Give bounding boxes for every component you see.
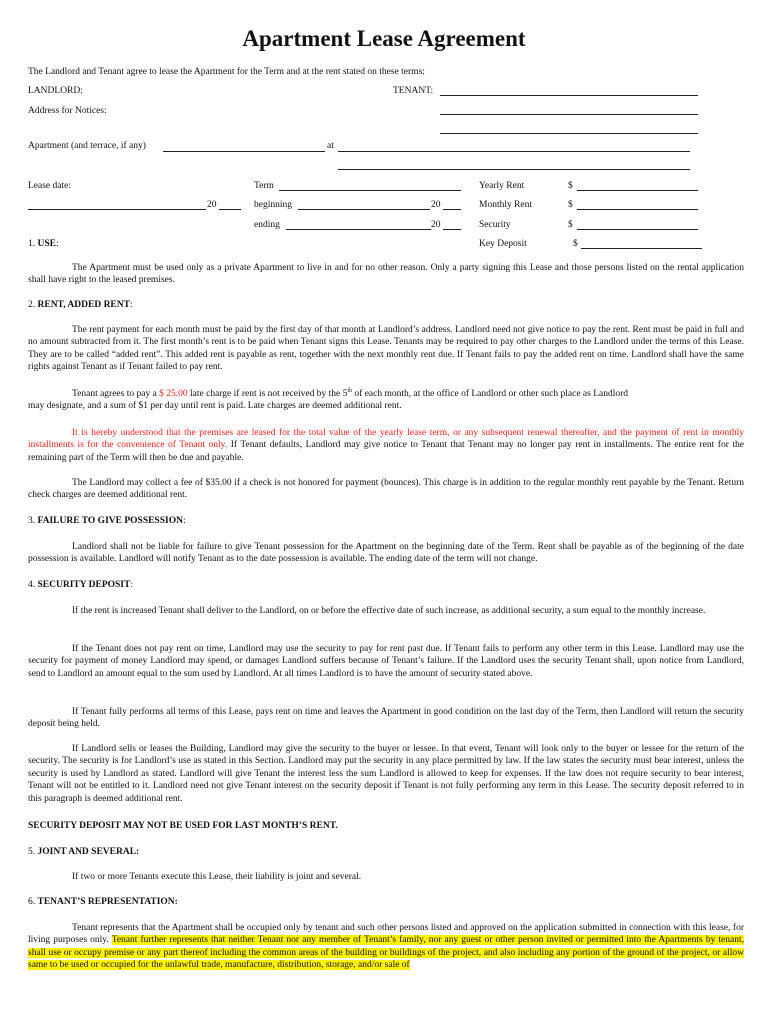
joint-paragraph: If two or more Tenants execute this Lease, their liability is joint and several. xyxy=(72,872,362,882)
beginning-label: beginning xyxy=(254,200,292,210)
beginning-year-line[interactable] xyxy=(443,209,461,210)
landlord-label: LANDLORD: xyxy=(28,86,83,96)
rent-paragraph-3: It is hereby understood that the premises are leased for the total value of the yearly lease term, or any subsequent renewal thereafter, and the payment of rent in monthly installments is for the convenience of Tenant only. If Tenant defaults, Landlord may give notice to Tenant that Tenant may no longer pay rent in installments. The entire rent for the remaining part of the Term will then be due and payable. xyxy=(28,428,744,463)
ending-year: 20 xyxy=(431,220,441,230)
highlighted-clause: Tenant further represents that neither Tenant nor any member of Tenant’s family, nor any guest or other person invited or permitted into the Apartments by tenant, shall use or occupy premise or any part thereof including the common areas of the building or buildings of the project, and also including any portion of the ground of the project, or allow same to be used or occupied for the unlawful trade, manufacture, distribution, storage, and/or sale of xyxy=(28,935,745,971)
section-5-heading: 5. JOINT AND SEVERAL: xyxy=(28,847,140,857)
security-line[interactable] xyxy=(577,229,698,230)
security-paragraph-1: If the rent is increased Tenant shall deliver to the Landlord, on or before the effective date of such increase, as additional security, a sum equal to the monthly increase. xyxy=(72,606,706,616)
section-2-heading: 2. RENT, ADDED RENT: xyxy=(28,300,133,310)
security-notice: SECURITY DEPOSIT MAY NOT BE USED FOR LAST MONTH’S RENT. xyxy=(28,821,338,831)
section-1-heading: 1. USE: xyxy=(28,239,59,249)
term-line[interactable] xyxy=(279,190,461,191)
lease-date-year: 20 xyxy=(207,200,217,210)
lease-date-year-line[interactable] xyxy=(219,209,241,210)
ending-line[interactable] xyxy=(286,229,431,230)
yearly-rent-dollar: $ xyxy=(568,181,573,191)
lease-date-line[interactable] xyxy=(28,209,206,210)
rent-paragraph-4: The Landlord may collect a fee of $35.00 if a check is not honored for payment (bounces). This charge is in addition to the regular monthly rent payable by the Tenant. Return check charges are deemed additional rent. xyxy=(28,478,744,501)
security-dollar: $ xyxy=(568,220,573,230)
use-paragraph: The Apartment must be used only as a private Apartment to live in and for no other reason. Only a party signing this Lease and those persons listed on the rental application shall have right to the leased premises. xyxy=(28,263,744,286)
apartment-address-line-2[interactable] xyxy=(338,169,690,170)
security-paragraph-2: If the Tenant does not pay rent on time, Landlord may use the security to pay for rent past due. If Tenant fails to perform any other term in this Lease. Landlord may use the security for payment of money Landlord may spend, or damages Landlord suffers because of Tenant’s failure. If the Landlord uses the security Tenant shall, upon notice from Landlord, send to Landlord an amount equal to the sum used by Landlord. At all times Landlord is to have the amount of security stated above. xyxy=(28,644,744,679)
yearly-rent-label: Yearly Rent xyxy=(479,181,525,191)
late-fee-amount: $ 25.00 xyxy=(159,389,188,399)
at-label: at xyxy=(327,141,334,151)
rent-paragraph-2: Tenant agrees to pay a $ 25.00 late charge if rent is not received by the 5th of each month, at the office of Landlord or other such place as Landlord may designate, and a sum of $1 per day until rent is paid. Late charges are deemed additional rent. xyxy=(28,387,629,412)
apartment-address-line[interactable] xyxy=(338,151,690,152)
key-deposit-line[interactable] xyxy=(581,248,702,249)
monthly-rent-line[interactable] xyxy=(577,209,698,210)
address-line-2[interactable] xyxy=(440,133,698,134)
key-deposit-dollar: $ xyxy=(573,239,578,249)
section-3-heading: 3. FAILURE TO GIVE POSSESSION: xyxy=(28,516,186,526)
ending-label: ending xyxy=(254,220,280,230)
address-line-1[interactable] xyxy=(440,114,698,115)
term-label: Term xyxy=(254,181,274,191)
ending-year-line[interactable] xyxy=(443,229,461,230)
tenant-name-line[interactable] xyxy=(440,95,698,96)
tenant-label: TENANT: xyxy=(393,86,434,96)
document-title: Apartment Lease Agreement xyxy=(242,26,526,51)
rent-paragraph-1: The rent payment for each month must be paid by the first day of that month at Landlord’s address. Landlord need not give notice to pay the rent. Rent must be paid in full and no amount subtracted from it. The first month’s rent is to be paid when Tenant signs this Lease. Tenants may be required to pay other charges to the Landlord under the terms of this Lease. They are to be called “added rent”. This added rent is payable as rent, together with the next monthly rent due. If Tenant fails to pay the added rent on time. Landlord shall have the same rights against Tenant as if Tenant failed to pay rent. xyxy=(28,325,744,373)
beginning-line[interactable] xyxy=(298,209,430,210)
red-lease-clause: It is hereby understood that the premises are leased for the total value of the yearly lease term, or any subsequent renewal thereafter, and the payment of rent in monthly installments is for the convenience of Tenant only. xyxy=(28,428,744,451)
representation-paragraph: Tenant represents that the Apartment shall be occupied only by tenant and such other persons listed and approved on the application submitted in connection with this lease, for living purposes only. Tenant further represents that neither Tenant nor any member of Tenant’s family, nor any guest or other person invited or permitted into the Apartments by tenant, shall use or occupy premise or any part thereof including the common areas of the building or buildings of the project, and also including any portion of the ground of the project, or allow same to be used or occupied for the unlawful trade, manufacture, distribution, storage, and/or sale of xyxy=(28,923,745,971)
apartment-line[interactable] xyxy=(163,151,325,152)
monthly-rent-dollar: $ xyxy=(568,200,573,210)
lease-date-label: Lease date: xyxy=(28,181,71,191)
key-deposit-label: Key Deposit xyxy=(479,239,527,249)
security-paragraph-4: If Landlord sells or leases the Building, Landlord may give the security to the buyer or lessee. In that event, Tenant will look only to the buyer or lessee for the return of the security. The security is for Landlord’s use as stated in this Section. Landlord may put the security in any place permitted by law. If the law states the security must bear interest, unless the security is used by Landlord as stated. Landlord will give Tenant the interest less the sum Landlord is allowed to keep for expenses. If the law does not require security to bear interest, Tenant will not be entitled to it. Landlord need not give Tenant interest on the security deposit if Tenant is not fully performing any term in this Lease. The security deposit referred to in this paragraph is deemed additional rent. xyxy=(28,744,744,804)
apartment-label: Apartment (and terrace, if any) xyxy=(28,141,146,151)
monthly-rent-label: Monthly Rent xyxy=(479,200,533,210)
section-6-heading: 6. TENANT’S REPRESENTATION: xyxy=(28,897,178,907)
beginning-year: 20 xyxy=(431,200,441,210)
security-label: Security xyxy=(479,220,511,230)
possession-paragraph: Landlord shall not be liable for failure to give Tenant possession for the Apartment on the beginning date of the Term. Rent shall be payable as of the beginning of the date possession is available. Landlord will notify Tenant as to the date possession is available. The ending date of the term will not change. xyxy=(28,542,744,565)
intro-text: The Landlord and Tenant agree to lease the Apartment for the Term and at the rent stated on these terms: xyxy=(28,67,425,77)
security-paragraph-3: If Tenant fully performs all terms of this Lease, pays rent on time and leaves the Apartment in good condition on the last day of the Term, then Landlord will return the security deposit being held. xyxy=(28,707,744,730)
section-4-heading: 4. SECURITY DEPOSIT: xyxy=(28,580,133,590)
yearly-rent-line[interactable] xyxy=(577,190,698,191)
address-label: Address for Notices: xyxy=(28,106,107,116)
